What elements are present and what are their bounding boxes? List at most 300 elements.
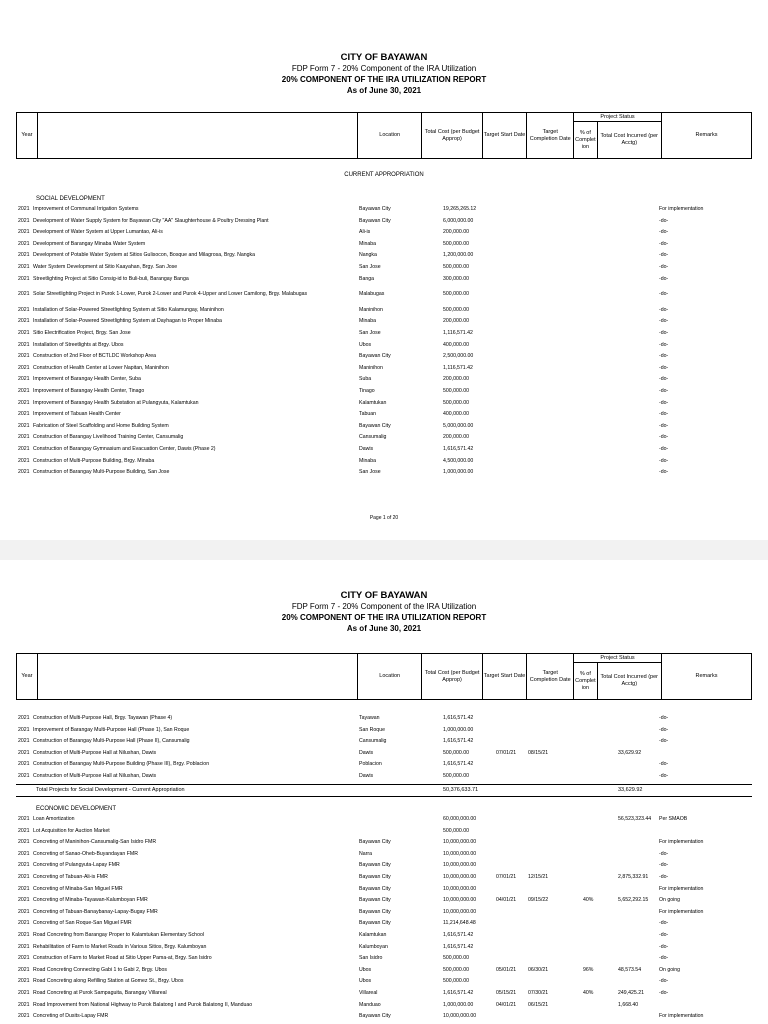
row-remarks: -do-: [659, 364, 669, 371]
table-row: [16, 907, 752, 918]
row-remarks: -do-: [659, 388, 669, 394]
table-row: [16, 289, 752, 300]
row-location: Cansumalig: [359, 434, 387, 441]
row-location: Minaba: [359, 318, 377, 325]
col-target-start: Target Start Date: [482, 113, 527, 159]
row-description: Installation of Solar-Powered Streetlighting System at Sitio Kalamungay, Maninihon: [33, 306, 224, 313]
row-description: Construction of Barangay Multi-Purpose Hall (Phase II), Cansumalig: [33, 738, 190, 745]
row-total-cost: 500,000.00: [443, 264, 469, 270]
row-location: Kalamtukan: [359, 399, 387, 406]
row-location: Bayawan City: [359, 862, 391, 869]
row-location: Bayawan City: [359, 1013, 391, 1020]
row-year: 2021: [18, 252, 30, 259]
row-year: 2021: [18, 862, 30, 869]
table-row: [16, 432, 752, 443]
row-total-cost: 60,000,000.00: [443, 816, 477, 822]
city-title-2: CITY OF BAYAWAN: [340, 590, 428, 601]
row-total-cost: 2,500,000.00: [443, 353, 474, 360]
row-total-cost: 11,214,648.48: [443, 920, 476, 927]
row-year: 2021: [18, 715, 30, 721]
row-description: Concreting of Sanao-Oheb-Buyandayan FMR: [33, 850, 138, 857]
row-remarks: -do-: [659, 411, 669, 418]
row-location: Bayawan City: [359, 422, 391, 429]
row-total-cost: 10,000,000.00: [443, 874, 477, 880]
report-header-2: [0, 590, 768, 634]
row-location: Nangka: [359, 252, 377, 259]
row-total-incurred: 5,652,292.15: [618, 897, 649, 904]
row-year: 2021: [18, 469, 30, 476]
col-total-incurred: Total Cost Incurred (per Acctg): [597, 122, 661, 159]
col-total-cost: Total Cost (per Budget Approp): [422, 113, 482, 159]
row-year: 2021: [18, 229, 30, 236]
table-row: [16, 444, 752, 455]
row-remarks: -do-: [659, 943, 669, 950]
row-location: Narra: [359, 850, 372, 857]
table-row: [16, 814, 752, 825]
row-description: Road Concreting Connecting Gabi 1 to Gabi 2, Brgy. Ubos: [33, 966, 167, 973]
row-description: Solar Streetlighting Project in Purok 1-Lower, Purok 2-Lower and Purok 4-Upper and Lower Camilong, Brgy. Malabugas: [33, 291, 308, 298]
table-row: [16, 988, 752, 999]
row-year: 2021: [18, 990, 30, 996]
row-year: 2021: [18, 217, 30, 224]
row-description: Streetlighting Project at Sitio Consig-id to Buli-buli, Barangay Banga: [33, 275, 189, 282]
row-remarks: -do-: [659, 932, 669, 938]
row-description: Development of Water Supply System for Bayawan City "AA" Slaughterhouse & Poultry Dressing Plant: [33, 217, 269, 224]
row-total-cost: 1,200,000.00: [443, 252, 474, 259]
row-remarks: -do-: [659, 318, 669, 325]
row-total-cost: 6,000,000.00: [443, 217, 474, 224]
row-year: 2021: [18, 318, 30, 325]
table-row: [16, 1011, 752, 1022]
row-description: Road Concreting at Purok Sampaguita, Barangay Villareal: [33, 990, 167, 996]
row-total-cost: 1,616,571.42: [443, 943, 474, 950]
row-target-start: 04/01/21: [496, 897, 517, 904]
table-row: [16, 351, 752, 362]
table-row: [16, 456, 752, 467]
row-year: 2021: [18, 1013, 30, 1020]
table-row: [16, 409, 752, 420]
table-row: [16, 736, 752, 747]
row-description: Development of Potable Water System at Sitios Gulisocon, Bosque and Milagrosa, Brgy. Nangka: [33, 252, 256, 259]
row-total-cost: 1,616,571.42: [443, 932, 474, 938]
table-row: [16, 771, 752, 782]
table-row: [16, 340, 752, 351]
row-total-cost: 500,000.00: [443, 978, 469, 985]
row-description: Construction of Farm to Market Road at Sitio Upper Pama-at, Brgy. San Isidro: [33, 955, 212, 962]
row-year: 2021: [18, 275, 30, 282]
row-year: 2021: [18, 932, 30, 938]
row-location: Bayawan City: [359, 897, 391, 904]
row-year: 2021: [18, 943, 30, 950]
col-target-completion: Target Completion Date: [527, 113, 574, 159]
row-description: Concreting of Minaba-San Miguel FMR: [33, 885, 123, 892]
form-title: FDP Form 7 - 20% Component of the IRA Utilization: [291, 64, 477, 73]
row-total-incurred: 56,523,323.44: [618, 816, 652, 822]
column-header-table-2: [16, 653, 752, 700]
row-total-cost: 500,000.00: [443, 399, 469, 406]
table-row: [16, 204, 752, 215]
row-location: Ubos: [359, 341, 372, 348]
city-title: CITY OF BAYAWAN: [340, 52, 428, 63]
row-location: Bayawan City: [359, 885, 391, 892]
row-remarks: -do-: [659, 773, 669, 779]
row-total-cost: 10,000,000.00: [443, 1013, 477, 1020]
row-location: Minaba: [359, 457, 377, 464]
row-remarks: -do-: [659, 353, 669, 360]
row-total-cost: 200,000.00: [443, 318, 469, 325]
table-row: [16, 930, 752, 941]
row-total-cost: 500,000.00: [443, 388, 469, 394]
row-location: Kalumboyan: [359, 943, 388, 950]
row-year: 2021: [18, 850, 30, 857]
row-location: Bayawan City: [359, 908, 391, 915]
table-row: [16, 725, 752, 736]
row-location: Dawis: [359, 773, 374, 779]
row-remarks: On going: [659, 966, 681, 973]
row-target-start: 05/01/21: [496, 966, 517, 973]
row-description: Concreting of Minaba-Tayawan-Kalumboyan FMR: [33, 897, 148, 904]
col-project-status: Project Status: [574, 113, 662, 122]
row-description: Loan Amortization: [33, 816, 75, 822]
section-economic-development: ECONOMIC DEVELOPMENT: [36, 806, 117, 812]
report-page-2: [0, 560, 768, 1024]
row-description: Sitio Electrification Project, Brgy. San Jose: [33, 330, 131, 336]
row-year: 2021: [18, 291, 30, 298]
row-description: Construction of Multi-Purpose Hall at Nilushan, Dawis: [33, 773, 157, 779]
row-description: Improvement of Barangay Multi-Purpose Hall (Phase 1), San Roque: [33, 726, 190, 733]
row-total-incurred: 2,875,332.91: [618, 874, 649, 880]
row-location: Dawis: [359, 446, 374, 452]
row-total-cost: 1,000,000.00: [443, 469, 474, 476]
row-year: 2021: [18, 773, 30, 779]
row-location: Banga: [359, 275, 375, 282]
row-year: 2021: [18, 206, 30, 212]
col-remarks: Remarks: [661, 113, 751, 159]
table-row: [16, 328, 752, 339]
row-total-cost: 500,000.00: [443, 827, 469, 834]
row-total-cost: 1,616,571.42: [443, 715, 474, 721]
row-description: Concreting of Maninihon-Cansumalig-San Isidro FMR: [33, 839, 157, 846]
row-remarks: -do-: [659, 291, 669, 298]
row-location: Poblacion: [359, 761, 382, 768]
row-total-cost: 400,000.00: [443, 341, 469, 348]
row-total-incurred: 33,629.92: [618, 749, 642, 756]
row-total-cost: 500,000.00: [443, 749, 469, 756]
row-total-cost: 10,000,000.00: [443, 885, 477, 892]
row-pct-completion: 96%: [583, 966, 594, 973]
table-row: [16, 363, 752, 374]
table-row: [16, 976, 752, 987]
row-total-cost: 500,000.00: [443, 773, 469, 779]
row-total-cost: 1,616,571.42: [443, 738, 474, 745]
table-row: [16, 250, 752, 261]
row-location: Dawis: [359, 749, 374, 756]
row-year: 2021: [18, 1001, 30, 1008]
row-location: San Jose: [359, 330, 381, 336]
col-total-incurred: Total Cost Incurred (per Acctg): [597, 663, 661, 700]
row-remarks: For implementation: [659, 1013, 704, 1020]
row-remarks: -do-: [659, 761, 669, 768]
row-remarks: -do-: [659, 217, 669, 224]
table-row: [16, 216, 752, 227]
row-location: Cansumalig: [359, 738, 387, 745]
col-total-cost: Total Cost (per Budget Approp): [422, 654, 482, 700]
row-location: Ubos: [359, 966, 372, 973]
row-remarks: -do-: [659, 376, 669, 383]
row-location: Bayawan City: [359, 920, 391, 927]
row-remarks: -do-: [659, 306, 669, 313]
col-remarks: Remarks: [661, 654, 751, 700]
row-year: 2021: [18, 816, 30, 822]
row-description: Construction of Health Center at Lower Napitan, Maninihon: [33, 364, 169, 371]
row-year: 2021: [18, 761, 30, 768]
table-row: [16, 953, 752, 964]
col-location: Location: [358, 654, 422, 700]
row-year: 2021: [18, 341, 30, 348]
row-description: Concreting of Pulangyuta-Lapay FMR: [33, 862, 120, 869]
row-remarks: -do-: [659, 457, 669, 464]
row-description: Construction of Barangay Multi-Purpose Building (Phase III), Brgy. Poblacion: [33, 761, 210, 768]
page-number: Page 1 of 20: [369, 515, 399, 521]
row-year: 2021: [18, 388, 30, 394]
row-location: Ali-is: [359, 229, 371, 236]
row-remarks: -do-: [659, 330, 669, 336]
row-remarks: For implementation: [659, 839, 704, 846]
table-row: [16, 467, 752, 478]
row-remarks: -do-: [659, 715, 669, 721]
table-row: [16, 305, 752, 316]
row-target-completion: 12/15/21: [528, 874, 549, 880]
row-location: Minaba: [359, 240, 377, 247]
row-description: Fabrication of Steel Scaffolding and Home Building System: [33, 422, 169, 429]
row-description: Improvement of Barangay Health Substation at Pulangyuta, Kalamtukan: [33, 399, 199, 406]
row-total-incurred: 48,573.54: [618, 966, 642, 973]
row-location: Maninihon: [359, 306, 383, 313]
row-total-cost: 500,000.00: [443, 955, 469, 962]
row-total-cost: 500,000.00: [443, 966, 469, 973]
row-description: Road Concreting along Refilling Station at Gomez St., Brgy. Ubos: [33, 978, 184, 985]
row-year: 2021: [18, 364, 30, 371]
row-total-cost: 500,000.00: [443, 291, 469, 298]
row-year: 2021: [18, 240, 30, 247]
row-total-cost: 300,000.00: [443, 275, 469, 282]
total-cost: 50,376,633.71: [443, 787, 479, 793]
col-year: Year: [17, 654, 38, 700]
row-location: Bayawan City: [359, 353, 391, 360]
row-location: San Isidro: [359, 955, 383, 962]
table-row: [16, 826, 752, 837]
row-remarks: -do-: [659, 446, 669, 452]
row-location: Malabugas: [359, 291, 385, 298]
row-total-cost: 500,000.00: [443, 240, 469, 247]
row-description: Water System Development at Sitio Kaayahan, Brgy. San Jose: [33, 264, 178, 270]
table-row: [16, 374, 752, 385]
table-row: [16, 262, 752, 273]
row-description: Lot Acquisition for Auction Market: [33, 827, 110, 834]
row-description: Improvement of Barangay Health Center, Suba: [33, 376, 141, 383]
table-row: [16, 386, 752, 397]
row-year: 2021: [18, 726, 30, 733]
row-target-completion: 06/30/21: [528, 966, 549, 973]
table-row: [16, 884, 752, 895]
row-location: Villareal: [359, 990, 378, 996]
row-location: Ubos: [359, 978, 372, 985]
row-year: 2021: [18, 264, 30, 270]
as-of-date-2: As of June 30, 2021: [346, 624, 422, 633]
row-remarks: -do-: [659, 738, 669, 745]
row-remarks: -do-: [659, 240, 669, 247]
row-year: 2021: [18, 885, 30, 892]
row-description: Concreting of San Roque-San Miguel FMR: [33, 920, 132, 927]
row-target-completion: 06/15/21: [528, 1001, 549, 1008]
row-remarks: -do-: [659, 920, 669, 927]
row-remarks: -do-: [659, 862, 669, 869]
row-description: Construction of Barangay Gymnasium and Evacuation Center, Dawis (Phase 2): [33, 446, 216, 452]
row-year: 2021: [18, 908, 30, 915]
row-total-cost: 10,000,000.00: [443, 850, 477, 857]
col-pct-completion: % of Complet ion: [574, 663, 597, 700]
row-remarks: -do-: [659, 978, 669, 985]
table-row: [16, 421, 752, 432]
col-description: [37, 654, 357, 700]
row-remarks: -do-: [659, 955, 669, 962]
row-year: 2021: [18, 434, 30, 441]
row-year: 2021: [18, 306, 30, 313]
row-description: Road Concreting from Barangay Proper to Kalamtukan Elementary School: [33, 932, 204, 938]
row-year: 2021: [18, 827, 30, 834]
row-year: 2021: [18, 920, 30, 927]
row-remarks: For implementation: [659, 908, 704, 915]
row-remarks: On going: [659, 897, 681, 904]
table-row: [16, 895, 752, 906]
row-total-incurred: 1,668.40: [618, 1001, 639, 1008]
row-remarks: Per SMAOB: [659, 816, 688, 822]
table-row: [16, 918, 752, 929]
row-description: Concreting of Tabuan-Banaybanay-Lapay-Bugay FMR: [33, 908, 158, 915]
row-description: Installation of Streetlights at Brgy. Ubos: [33, 341, 124, 348]
row-description: Improvement of Barangay Health Center, Tinago: [33, 388, 145, 394]
row-remarks: -do-: [659, 422, 669, 429]
row-location: Bayawan City: [359, 217, 391, 224]
row-year: 2021: [18, 376, 30, 383]
row-remarks: -do-: [659, 229, 669, 236]
row-description: Development of Water System at Upper Lumantao, Ali-is: [33, 229, 163, 236]
row-target-completion: 09/15/22: [528, 897, 549, 904]
row-description: Rehabilitation of Farm to Market Roads in Various Sitios, Brgy. Kalumboyan: [33, 943, 207, 950]
row-year: 2021: [18, 897, 30, 904]
row-remarks: -do-: [659, 264, 669, 270]
as-of-date: As of June 30, 2021: [346, 86, 422, 95]
row-target-start: 07/01/21: [496, 749, 517, 756]
table-row: [16, 872, 752, 883]
row-description: Concreting of Dusits-Lapay FMR: [33, 1013, 109, 1020]
col-project-status: Project Status: [574, 654, 662, 663]
row-location: Kalamtukan: [359, 932, 387, 938]
row-target-start: 04/01/21: [496, 1001, 517, 1008]
row-remarks: -do-: [659, 434, 669, 441]
row-location: Tayawan: [359, 715, 380, 721]
row-total-cost: 19,265,265.12: [443, 206, 477, 212]
table-row: [16, 398, 752, 409]
col-target-start: Target Start Date: [482, 654, 527, 700]
row-remarks: -do-: [659, 341, 669, 348]
row-location: Tinago: [359, 388, 375, 394]
row-total-cost: 1,616,571.42: [443, 761, 474, 768]
table-row: [16, 837, 752, 848]
row-description: Concreting of Tabuan-Ali-is FMR: [33, 874, 108, 880]
row-description: Construction of Multi-Purpose Hall at Nilushan, Dawis: [33, 749, 157, 756]
row-description: Construction of Multi-Purpose Building, Brgy. Minaba: [33, 457, 155, 464]
row-total-cost: 1,116,571.42: [443, 330, 473, 336]
table-row: [16, 849, 752, 860]
col-year: Year: [17, 113, 38, 159]
row-total-cost: 5,000,000.00: [443, 422, 474, 429]
row-total-cost: 1,616,571.42: [443, 446, 474, 452]
row-target-completion: 07/30/21: [528, 990, 549, 996]
row-total-cost: 1,616,571.42: [443, 990, 474, 996]
row-location: San Jose: [359, 264, 381, 270]
row-total-cost: 10,000,000.00: [443, 862, 477, 869]
row-description: Installation of Solar-Powered Streetlighting System at Dayhagan to Proper Minaba: [33, 318, 222, 325]
row-location: San Roque: [359, 726, 385, 733]
section-social-development: SOCIAL DEVELOPMENT: [36, 196, 105, 202]
table-row: [16, 942, 752, 953]
row-remarks: -do-: [659, 850, 669, 857]
row-year: 2021: [18, 422, 30, 429]
row-year: 2021: [18, 966, 30, 973]
row-year: 2021: [18, 738, 30, 745]
row-location: Suba: [359, 376, 372, 383]
table-row: [16, 274, 752, 285]
row-remarks: -do-: [659, 990, 669, 996]
row-total-cost: 1,000,000.00: [443, 1001, 474, 1008]
row-year: 2021: [18, 399, 30, 406]
row-description: Improvement of Communal Irrigation Systems: [33, 206, 139, 212]
row-description: Road Improvement from National Highway to Purok Balatong I and Purok Balatong II, Manduao: [33, 1001, 253, 1008]
report-header: [0, 52, 768, 96]
row-target-start: 05/15/21: [496, 990, 517, 996]
row-description: Construction of Multi-Purpose Hall, Brgy. Tayawan (Phase 4): [33, 715, 173, 721]
row-year: 2021: [18, 955, 30, 962]
row-remarks: -do-: [659, 874, 669, 880]
row-location: Bayawan City: [359, 206, 391, 212]
row-remarks: -do-: [659, 275, 669, 282]
row-year: 2021: [18, 839, 30, 846]
table-row: [16, 759, 752, 770]
row-remarks: -do-: [659, 252, 669, 259]
row-total-cost: 200,000.00: [443, 376, 469, 383]
row-description: Improvement of Tabuan Health Center: [33, 411, 121, 418]
row-year: 2021: [18, 874, 30, 880]
row-year: 2021: [18, 330, 30, 336]
row-total-cost: 10,000,000.00: [443, 839, 477, 846]
col-target-completion: Target Completion Date: [527, 654, 574, 700]
table-row: [16, 1000, 752, 1011]
row-total-cost: 1,116,571.42: [443, 364, 473, 371]
row-total-cost: 200,000.00: [443, 229, 469, 236]
report-title: 20% COMPONENT OF THE IRA UTILIZATION REPORT: [281, 75, 487, 84]
row-year: 2021: [18, 411, 30, 418]
row-total-incurred: 249,425.21: [618, 990, 644, 996]
row-total-cost: 4,500,000.00: [443, 457, 474, 464]
row-description: Construction of 2nd Floor of BCTLDC Workshop Area: [33, 353, 157, 360]
row-location: Bayawan City: [359, 839, 391, 846]
row-pct-completion: 40%: [583, 990, 594, 996]
row-remarks: -do-: [659, 399, 669, 406]
table-row: [16, 860, 752, 871]
row-location: Bayawan City: [359, 874, 391, 880]
table-row: [16, 316, 752, 327]
